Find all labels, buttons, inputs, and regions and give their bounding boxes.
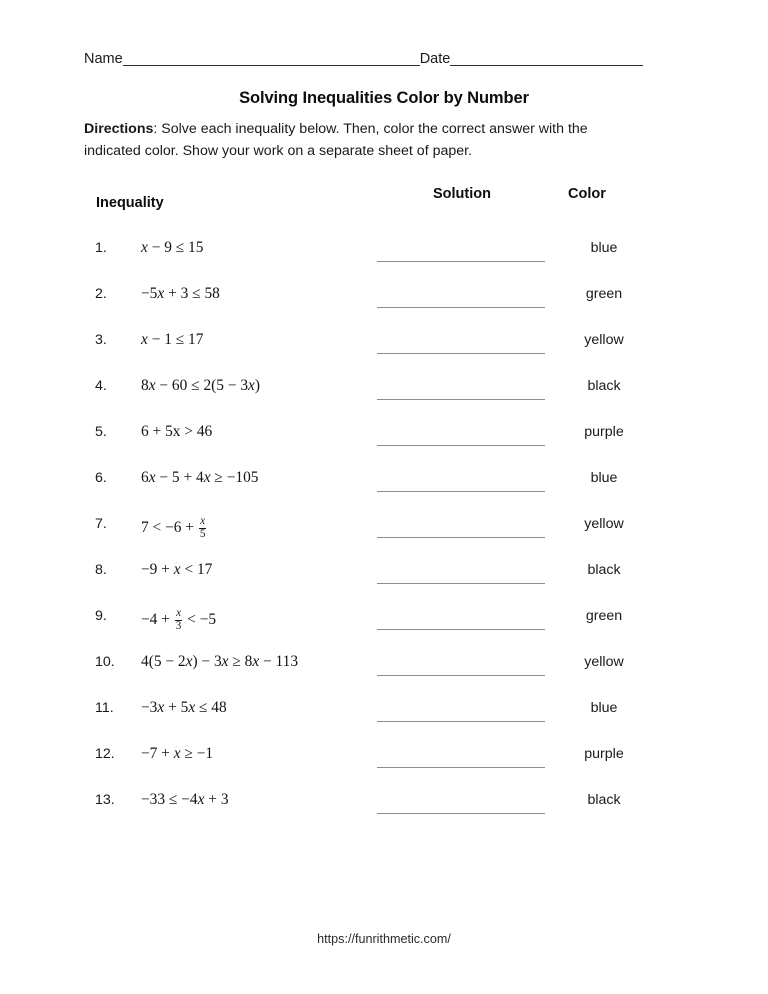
problem-expression: −33 ≤ −4x + 3 (141, 791, 229, 808)
problem-row (0, 792, 768, 838)
problem-number: 8. (95, 562, 107, 578)
problem-expression: −5x + 3 ≤ 58 (141, 285, 220, 302)
problem-color-label: purple (584, 424, 624, 440)
column-header-inequality: Inequality (96, 195, 164, 211)
solution-blank-line[interactable] (377, 399, 545, 400)
date-blank-line[interactable] (450, 65, 643, 66)
problem-number: 7. (95, 516, 107, 532)
page-title: Solving Inequalities Color by Number (239, 89, 529, 107)
problem-color-label: green (585, 608, 623, 624)
problem-expression: −3x + 5x ≤ 48 (141, 699, 227, 716)
problem-row (0, 608, 768, 654)
solution-blank-line[interactable] (377, 813, 545, 814)
problem-number: 9. (95, 608, 107, 624)
problem-number: 5. (95, 424, 107, 440)
problem-row (0, 286, 768, 332)
problem-expression: 4(5 − 2x) − 3x ≥ 8x − 113 (141, 653, 299, 670)
solution-blank-line[interactable] (377, 583, 545, 584)
solution-blank-line[interactable] (377, 675, 545, 676)
problem-row (0, 332, 768, 378)
problem-number: 12. (95, 746, 115, 762)
problem-row (0, 240, 768, 286)
directions (84, 119, 624, 162)
problem-color-label: yellow (584, 654, 624, 670)
problem-color-label: purple (584, 746, 624, 762)
problem-expression: −9 + x < 17 (141, 561, 213, 578)
solution-blank-line[interactable] (377, 721, 545, 722)
name-label: Name (84, 50, 123, 67)
problem-row (0, 746, 768, 792)
column-header-color: Color (568, 186, 606, 202)
problem-row (0, 470, 768, 516)
problem-expression: −4 + $\frac{x}{3}$ < −5 (141, 607, 217, 632)
problem-number: 13. (95, 792, 115, 808)
problem-color-label: green (585, 286, 623, 302)
problem-number: 3. (95, 332, 107, 348)
problem-expression: 7 < −6 + $\frac{x}{5}$ (141, 515, 206, 540)
solution-blank-line[interactable] (377, 537, 545, 538)
solution-blank-line[interactable] (377, 491, 545, 492)
problem-number: 6. (95, 470, 107, 486)
solution-blank-line[interactable] (377, 767, 545, 768)
solution-blank-line[interactable] (377, 261, 545, 262)
solution-blank-line[interactable] (377, 307, 545, 308)
problem-expression: x − 1 ≤ 17 (141, 331, 204, 348)
name-blank-line[interactable] (123, 65, 420, 66)
name-date-header (84, 46, 676, 68)
problem-row (0, 562, 768, 608)
problem-row (0, 516, 768, 562)
problem-color-label: yellow (584, 516, 624, 532)
problem-number: 4. (95, 378, 107, 394)
solution-blank-line[interactable] (377, 353, 545, 354)
directions-text: Solve each inequality below. Then, color the correct answer with the indicated color. Show your work on a separate sheet of paper. (84, 121, 588, 159)
problem-color-label: black (587, 562, 621, 578)
problem-expression: x − 9 ≤ 15 (141, 239, 204, 256)
solution-blank-line[interactable] (377, 629, 545, 630)
problem-number: 10. (95, 654, 115, 670)
problem-color-label: blue (590, 700, 618, 716)
problem-expression: 6x − 5 + 4x ≥ −105 (141, 469, 259, 486)
problem-expression: 8x − 60 ≤ 2(5 − 3x) (141, 377, 261, 394)
directions-separator: : (153, 121, 162, 137)
problem-expression: 6 + 5x > 46 (141, 423, 213, 440)
problem-row (0, 700, 768, 746)
problem-color-label: yellow (584, 332, 624, 348)
problem-color-label: blue (590, 470, 618, 486)
problem-color-label: black (587, 378, 621, 394)
problem-row (0, 654, 768, 700)
problem-color-label: black (587, 792, 621, 808)
problem-row (0, 424, 768, 470)
date-label: Date (419, 50, 451, 67)
problem-number: 11. (95, 700, 114, 716)
problem-row (0, 378, 768, 424)
problem-number: 1. (95, 240, 107, 256)
directions-label: Directions (84, 121, 154, 137)
footer-url: https://funrithmetic.com/ (317, 932, 451, 946)
problem-expression: −7 + x ≥ −1 (141, 745, 214, 762)
problem-number: 2. (95, 286, 107, 302)
column-header-solution: Solution (433, 186, 491, 202)
problem-color-label: blue (590, 240, 618, 256)
solution-blank-line[interactable] (377, 445, 545, 446)
